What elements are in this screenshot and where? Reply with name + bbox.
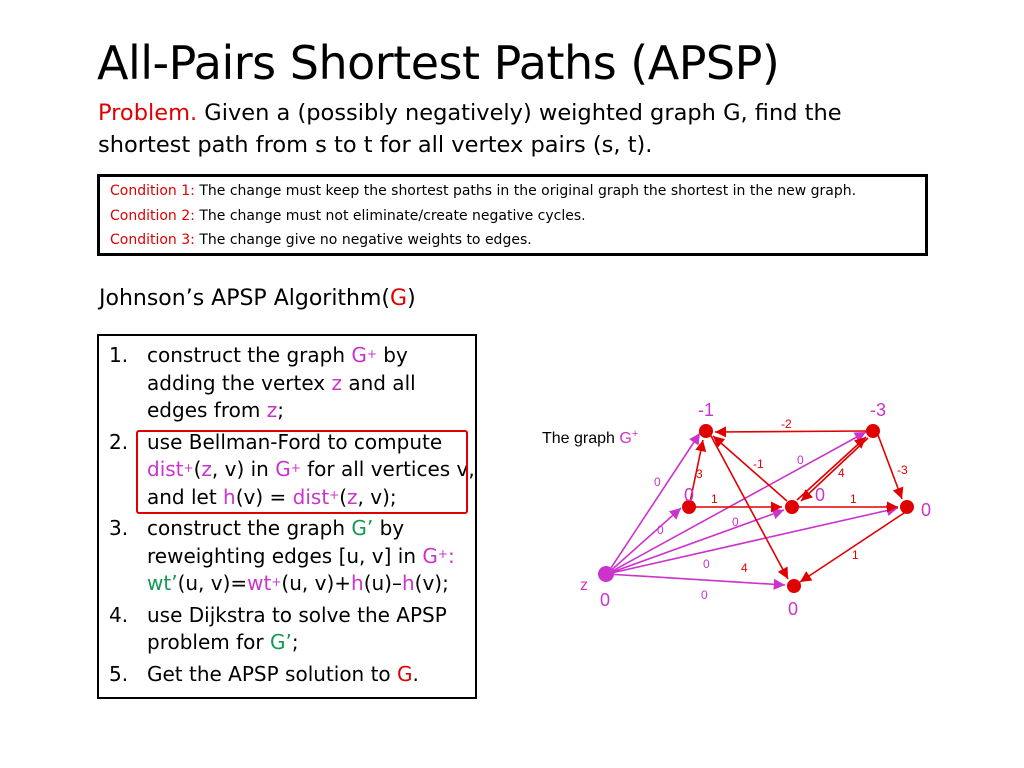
algorithm-title-suffix: ) [407, 286, 416, 311]
vertex-a [699, 424, 713, 438]
vertex-d-value: 0 [815, 485, 826, 505]
step-number: 5. [109, 661, 129, 686]
edge-d-b [797, 437, 866, 500]
vertex-e [900, 500, 914, 514]
weight-db: 0 [797, 453, 804, 467]
edge-z-f [607, 574, 785, 585]
weight-cd: 1 [711, 492, 718, 506]
step-number: 4. [109, 602, 129, 627]
graph-vertices [598, 424, 914, 593]
problem-text: Given a (possibly negatively) weighted graph G, find the shortest path from s to t for all vertex pairs (s, t). [98, 100, 842, 158]
edge-b-d [801, 438, 868, 501]
weight-za: 0 [654, 475, 661, 489]
algorithm-title-prefix: Johnson’s APSP Algorithm( [99, 286, 391, 311]
weight-de: 1 [850, 492, 857, 506]
page-title: All-Pairs Shortest Paths (APSP) [97, 36, 780, 90]
step-text: use Dijkstra to solve the APSP problem for G’; [147, 602, 447, 654]
vertex-d [785, 500, 799, 514]
condition-label: Condition 2: [110, 207, 195, 224]
graph-label: The graph G+ [542, 428, 639, 447]
condition-label: Condition 3: [110, 232, 195, 248]
condition-text: The change give no negative weights to edges. [194, 232, 532, 248]
condition-text: The change must keep the shortest paths in the original graph the shortest in the new graph. [194, 183, 857, 199]
vertex-c-value: 0 [684, 485, 695, 505]
weight-ca: 3 [696, 467, 703, 481]
weight-bd: 4 [838, 466, 845, 480]
condition-label: Condition 1: [110, 183, 195, 199]
step-text: construct the graph G’ by reweighting edges [u, v] in G+: wt’(u, v)=wt+(u, v)+h(u)–h(v); [147, 516, 455, 595]
edge-z-d [607, 510, 784, 574]
vertex-a-value: -1 [698, 400, 715, 420]
weight-zb: 0 [732, 515, 739, 529]
weight-zd: 0 [703, 557, 710, 571]
step-number: 3. [109, 516, 129, 540]
vertex-z-label: z [580, 577, 588, 594]
edge-b-a [715, 431, 866, 432]
vertex-b [866, 424, 880, 438]
vertex-z [598, 566, 614, 582]
edge-z-e [607, 508, 898, 574]
z-edge-weights [654, 453, 804, 602]
vertex-e-value: 0 [921, 500, 932, 520]
step-text: construct the graph G+ by adding the vertex z and all edges from z; [147, 343, 416, 422]
vertex-f-value: 0 [788, 599, 799, 619]
weight-ab: -2 [781, 417, 792, 431]
step-text: use Bellman-Ford to compute dist+(z, v) in G+ for all vertices v, and let h(v) = dist+(z, v); [147, 429, 475, 509]
algorithm-title-arg: G [390, 286, 408, 311]
weight-ef: 1 [852, 548, 859, 562]
weight-zc: 0 [657, 523, 664, 537]
weight-da: -1 [753, 457, 764, 471]
condition-text: The change must not eliminate/create negative cycles. [194, 207, 586, 224]
edge-z-b [607, 432, 866, 574]
edge-d-a [713, 436, 787, 501]
step-text: Get the APSP solution to G. [147, 661, 419, 686]
vertex-f [787, 579, 801, 593]
z-edges [607, 432, 898, 585]
weight-zf: 0 [701, 588, 708, 602]
problem-label: Problem. [98, 100, 198, 126]
weight-af: 4 [741, 561, 748, 575]
step-number: 1. [109, 343, 129, 367]
vertex-z-value: 0 [600, 590, 611, 610]
weight-be: -3 [897, 463, 908, 477]
vertex-b-value: -3 [870, 400, 887, 420]
step-number: 2. [109, 429, 129, 454]
